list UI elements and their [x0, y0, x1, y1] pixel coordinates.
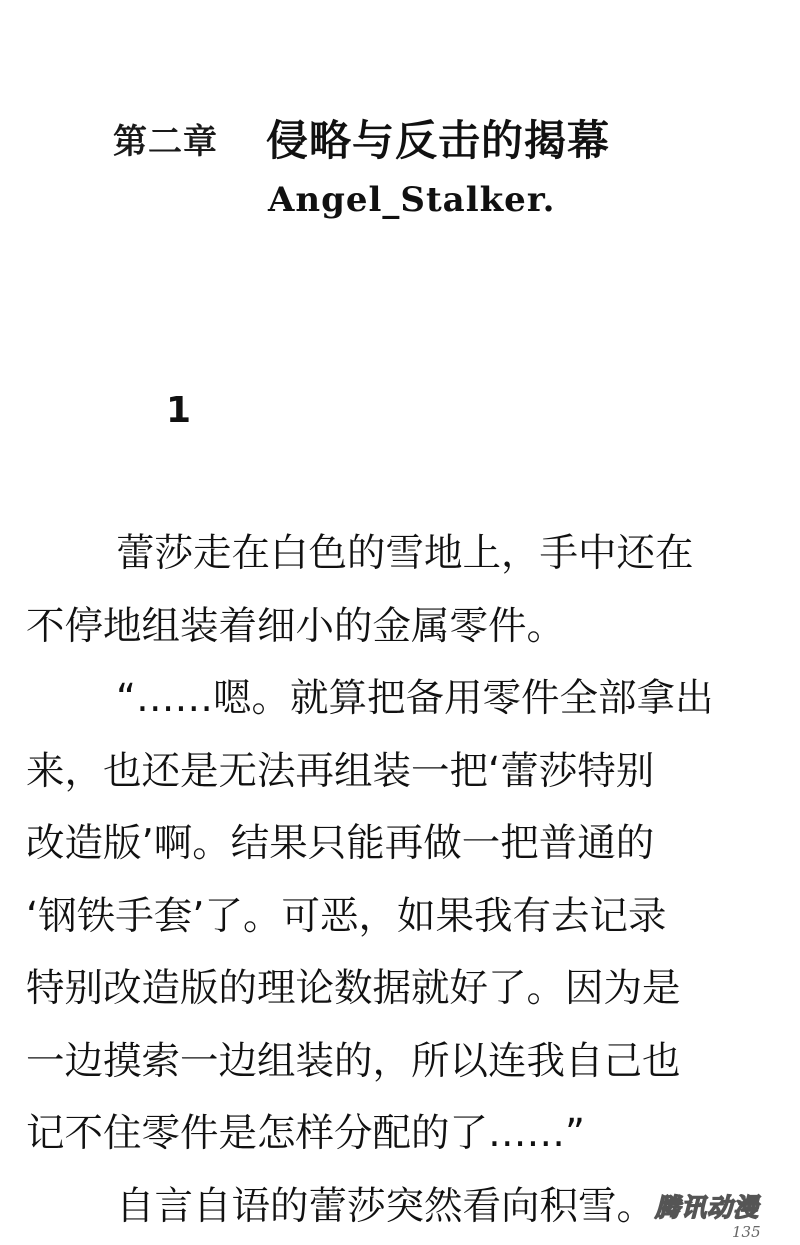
section-number: 1 — [166, 390, 192, 431]
paragraph-line: 不停地组装着细小的金属零件。 — [26, 603, 566, 649]
paragraph-line: “……嗯。就算把备用零件全部拿出 — [116, 676, 714, 721]
paragraph-line: ‘钢铁手套’了。可恶，如果我有去记录 — [26, 893, 667, 939]
chapter-title: 侵略与反击的揭幕 — [266, 116, 611, 165]
paragraph-line: 自言自语的蕾莎突然看向积雪。 — [116, 1183, 656, 1229]
paragraph-line: 一边摸索一边组装的，所以连我自己也 — [26, 1038, 681, 1084]
paragraph-line: 蕾莎走在白色的雪地上，手中还在 — [116, 531, 694, 576]
paragraph-line: 特别改造版的理论数据就好了。因为是 — [26, 966, 681, 1011]
paragraph-line: 改造版’啊。结果只能再做一把普通的 — [26, 821, 655, 866]
watermark-logo: 腾讯动漫 — [655, 1193, 760, 1222]
paragraph-line: 记不住零件是怎样分配的了……” — [26, 1111, 585, 1156]
chapter-number: 第二章 — [113, 122, 218, 162]
body-text — [26, 518, 778, 1243]
author-name: Angel_Stalker. — [268, 180, 556, 220]
page-number: 135 — [732, 1223, 761, 1241]
paragraph-line: 来，也还是无法再组装一把‘蕾莎特别 — [26, 748, 655, 794]
chapter-header — [0, 108, 800, 168]
